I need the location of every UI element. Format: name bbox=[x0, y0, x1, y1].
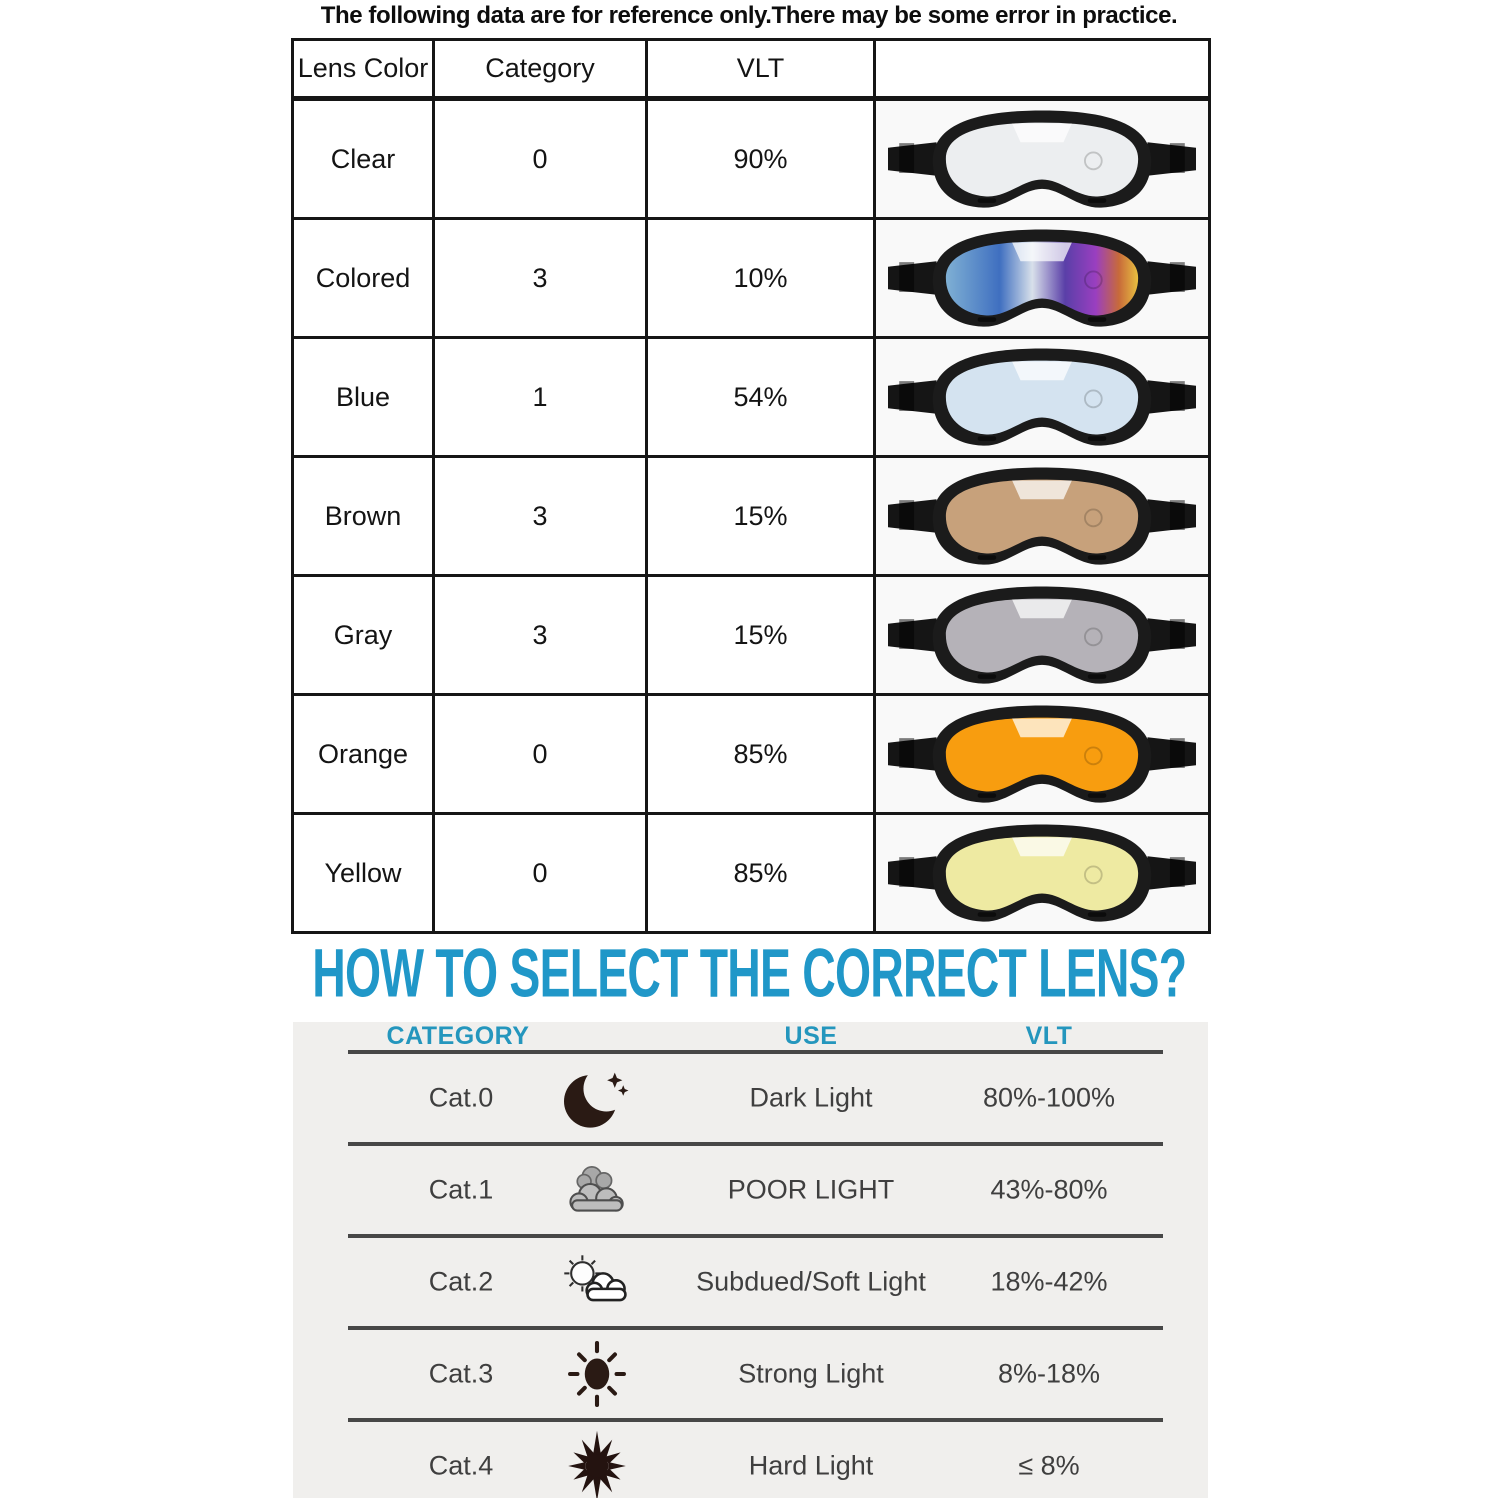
moon-icon bbox=[564, 1064, 630, 1132]
lens-comparison-table bbox=[291, 38, 1211, 934]
table-header-row bbox=[293, 40, 1210, 99]
yellow-goggles-photo bbox=[876, 815, 1208, 931]
lens-color-cell: Gray bbox=[293, 576, 434, 695]
table-row bbox=[293, 219, 1210, 338]
guide-row-cat2 bbox=[293, 1238, 1208, 1326]
guide-header-row bbox=[293, 1022, 1208, 1050]
category-cell: 3 bbox=[434, 219, 647, 338]
vlt-value: ≤ 8% bbox=[1018, 1450, 1080, 1481]
guide-header-category: CATEGORY bbox=[386, 1022, 530, 1050]
guide-row-cat4 bbox=[293, 1422, 1208, 1498]
lens-color-cell: Brown bbox=[293, 457, 434, 576]
guide-row-cat3 bbox=[293, 1330, 1208, 1418]
clouds-icon bbox=[561, 1163, 633, 1218]
category-label: Cat.1 bbox=[428, 1174, 494, 1205]
use-label: Hard Light bbox=[748, 1450, 874, 1481]
header-category: Category bbox=[434, 40, 647, 99]
table-row bbox=[293, 576, 1210, 695]
guide-header-vlt: VLT bbox=[1025, 1022, 1073, 1050]
lens-color-cell: Orange bbox=[293, 695, 434, 814]
vlt-cell: 10% bbox=[647, 219, 875, 338]
vlt-cell: 85% bbox=[647, 695, 875, 814]
header-vlt: VLT bbox=[647, 40, 875, 99]
use-label: POOR LIGHT bbox=[727, 1174, 895, 1205]
category-label: Cat.0 bbox=[428, 1082, 494, 1113]
table-row bbox=[293, 99, 1210, 219]
header-image bbox=[875, 40, 1210, 99]
sun-cloud-icon bbox=[558, 1251, 636, 1313]
lens-color-cell: Blue bbox=[293, 338, 434, 457]
category-cell: 0 bbox=[434, 814, 647, 933]
table-row bbox=[293, 457, 1210, 576]
category-cell: 0 bbox=[434, 99, 647, 219]
category-label: Cat.4 bbox=[428, 1450, 494, 1481]
disclaimer-text: The following data are for reference only.There may be some error in practice. bbox=[320, 2, 1178, 29]
lens-color-cell: Colored bbox=[293, 219, 434, 338]
header-lens-color: Lens Color bbox=[293, 40, 434, 99]
vlt-cell: 85% bbox=[647, 814, 875, 933]
brown-goggles-photo bbox=[876, 458, 1208, 574]
sun-icon bbox=[566, 1340, 628, 1409]
vlt-cell: 54% bbox=[647, 338, 875, 457]
vlt-value: 80%-100% bbox=[982, 1082, 1116, 1113]
category-cell: 0 bbox=[434, 695, 647, 814]
category-cell: 3 bbox=[434, 576, 647, 695]
vlt-cell: 15% bbox=[647, 576, 875, 695]
vlt-value: 8%-18% bbox=[997, 1358, 1101, 1389]
table-row bbox=[293, 338, 1210, 457]
burst-icon bbox=[565, 1429, 629, 1498]
category-label: Cat.2 bbox=[428, 1266, 494, 1297]
vlt-value: 43%-80% bbox=[990, 1174, 1108, 1205]
lens-color-cell: Clear bbox=[293, 99, 434, 219]
section-title: HOW TO SELECT THE CORRECT LENS? bbox=[312, 935, 1186, 1012]
use-label: Dark Light bbox=[749, 1082, 873, 1113]
vlt-cell: 90% bbox=[647, 99, 875, 219]
gray-goggles-photo bbox=[876, 577, 1208, 693]
guide-header-use: USE bbox=[784, 1022, 838, 1050]
table-row bbox=[293, 814, 1210, 933]
table-row bbox=[293, 695, 1210, 814]
guide-row-cat0 bbox=[293, 1054, 1208, 1142]
category-cell: 1 bbox=[434, 338, 647, 457]
vlt-value: 18%-42% bbox=[990, 1266, 1108, 1297]
guide-row-cat1 bbox=[293, 1146, 1208, 1234]
clear-goggles-photo bbox=[876, 101, 1208, 217]
vlt-cell: 15% bbox=[647, 457, 875, 576]
lens-color-cell: Yellow bbox=[293, 814, 434, 933]
lens-select-panel bbox=[293, 1022, 1208, 1498]
colored-goggles-photo bbox=[876, 220, 1208, 336]
orange-goggles-photo bbox=[876, 696, 1208, 812]
blue-goggles-photo bbox=[876, 339, 1208, 455]
use-label: Strong Light bbox=[738, 1358, 884, 1389]
use-label: Subdued/Soft Light bbox=[696, 1266, 926, 1297]
category-label: Cat.3 bbox=[428, 1358, 494, 1389]
category-cell: 3 bbox=[434, 457, 647, 576]
